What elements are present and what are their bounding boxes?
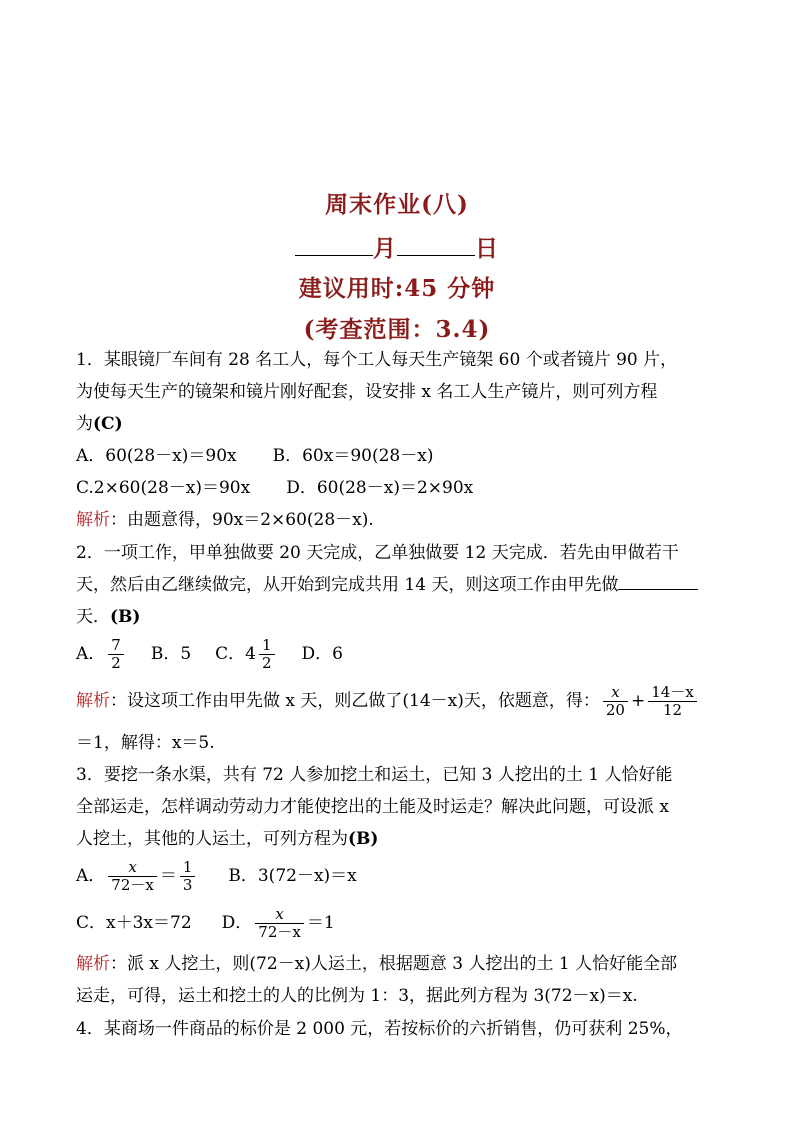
q2-line3: 天．(B) — [76, 607, 141, 627]
q2-answer: (B) — [110, 607, 141, 627]
q1-options-ab — [76, 444, 726, 468]
q2-line1: 2．一项工作，甲单独做要 20 天完成，乙单独做要 12 天完成．若先由甲做若干 — [76, 543, 679, 563]
q1-answer: (C) — [93, 414, 123, 434]
q3-option-a-rhs-fraction: $\frac{1}{3}$ — [180, 859, 196, 894]
q2-option-c-fraction: $\frac{1}{2}$ — [259, 637, 275, 672]
day-blank — [397, 235, 475, 256]
month-blank — [295, 235, 373, 256]
q1-options-cd — [76, 476, 726, 500]
scope-hint: (考查范围：3.4) — [303, 316, 491, 343]
q3-analysis-2: 运走，可得，运土和挖土的人的比例为 1：3，据此列方程为 3(72－x)＝x. — [76, 986, 638, 1006]
q3-analysis-1: 解析：派 x 人挖土，则(72－x)人运土，根据题意 3 人挖出的土 1 人恰好能全部 — [76, 954, 678, 974]
q2-fill-blank — [618, 573, 698, 590]
q1-line1: 1．某眼镜厂车间有 28 名工人，每个工人每天生产镜架 60 个或者镜片 90 片， — [76, 350, 678, 370]
q2-option-b: B．5 — [150, 644, 192, 664]
q2-analysis-fraction-2: $\frac{14-x}{12}$ — [648, 684, 697, 719]
q3-line3: 人挖土，其他的人运土，可列方程为(B) — [76, 829, 379, 849]
q3-analysis-label: 解析 — [76, 954, 110, 974]
q2-option-d: D．6 — [301, 644, 343, 664]
page-title: 周末作业(八) — [325, 191, 469, 218]
q1-analysis: 解析：由题意得，90x＝2×60(28－x). — [76, 510, 374, 530]
q1-option-c: C.2×60(28－x)＝90x — [76, 478, 251, 498]
q1-line2: 为使每天生产的镜架和镜片刚好配套，设安排 x 名工人生产镜片，则可列方程 — [76, 382, 658, 402]
month-label: 月 — [373, 235, 397, 262]
q3-option-b: B．3(72－x)＝x — [228, 866, 357, 886]
q3-options-ab: A． $\frac{x}{72-x}$ ＝ $\frac{1}{3}$ B．3(72－x)＝x — [76, 858, 357, 894]
q2-options: A． $\frac{7}{2}$ B．5 C．4 $\frac{1}{2}$ D．6 — [76, 636, 343, 672]
time-hint: 建议用时:45 分钟 — [298, 275, 496, 302]
q3-option-c: C．x＋3x＝72 — [76, 913, 192, 933]
q3-option-d-fraction: $\frac{x}{72-x}$ — [255, 906, 304, 941]
q2-analysis-label: 解析 — [76, 691, 110, 711]
q2-analysis: 解析：设这项工作由甲先做 x 天，则乙做了(14－x)天，依题意，得： $\frac{x}{20}$ + $\frac{14-x}{12}$ — [76, 678, 726, 724]
day-label: 日 — [475, 235, 499, 262]
q4-line1: 4．某商场一件商品的标价是 2 000 元，若按标价的六折销售，仍可获利 25%， — [76, 1019, 683, 1039]
q2-option-a-fraction: $\frac{7}{2}$ — [108, 637, 124, 672]
q1-line3: 为(C) — [76, 414, 123, 434]
date-line — [0, 230, 794, 263]
q1-option-d: D．60(28－x)＝2×90x — [286, 478, 474, 498]
q2-analysis-end: ＝1，解得：x＝5. — [76, 733, 215, 753]
q1-analysis-label: 解析 — [76, 510, 110, 530]
q2-line2: 天，然后由乙继续做完，从开始到完成共用 14 天，则这项工作由甲先做 — [76, 573, 726, 597]
q3-line1: 3．要挖一条水渠，共有 72 人参加挖土和运土，已知 3 人挖出的土 1 人恰好能 — [76, 765, 673, 785]
q1-option-b: B．60x＝90(28－x) — [272, 446, 434, 466]
q3-option-a-fraction: $\frac{x}{72-x}$ — [108, 859, 157, 894]
q3-line2: 全部运走，怎样调动劳动力才能使挖出的土能及时运走？解决此问题，可设派 x — [76, 797, 669, 817]
q3-options-cd: C．x＋3x＝72 D． $\frac{x}{72-x}$ ＝1 — [76, 905, 335, 941]
q3-answer: (B) — [348, 829, 379, 849]
q1-option-a: A．60(28－x)＝90x — [76, 446, 237, 466]
q2-analysis-fraction-1: $\frac{x}{20}$ — [603, 684, 628, 719]
